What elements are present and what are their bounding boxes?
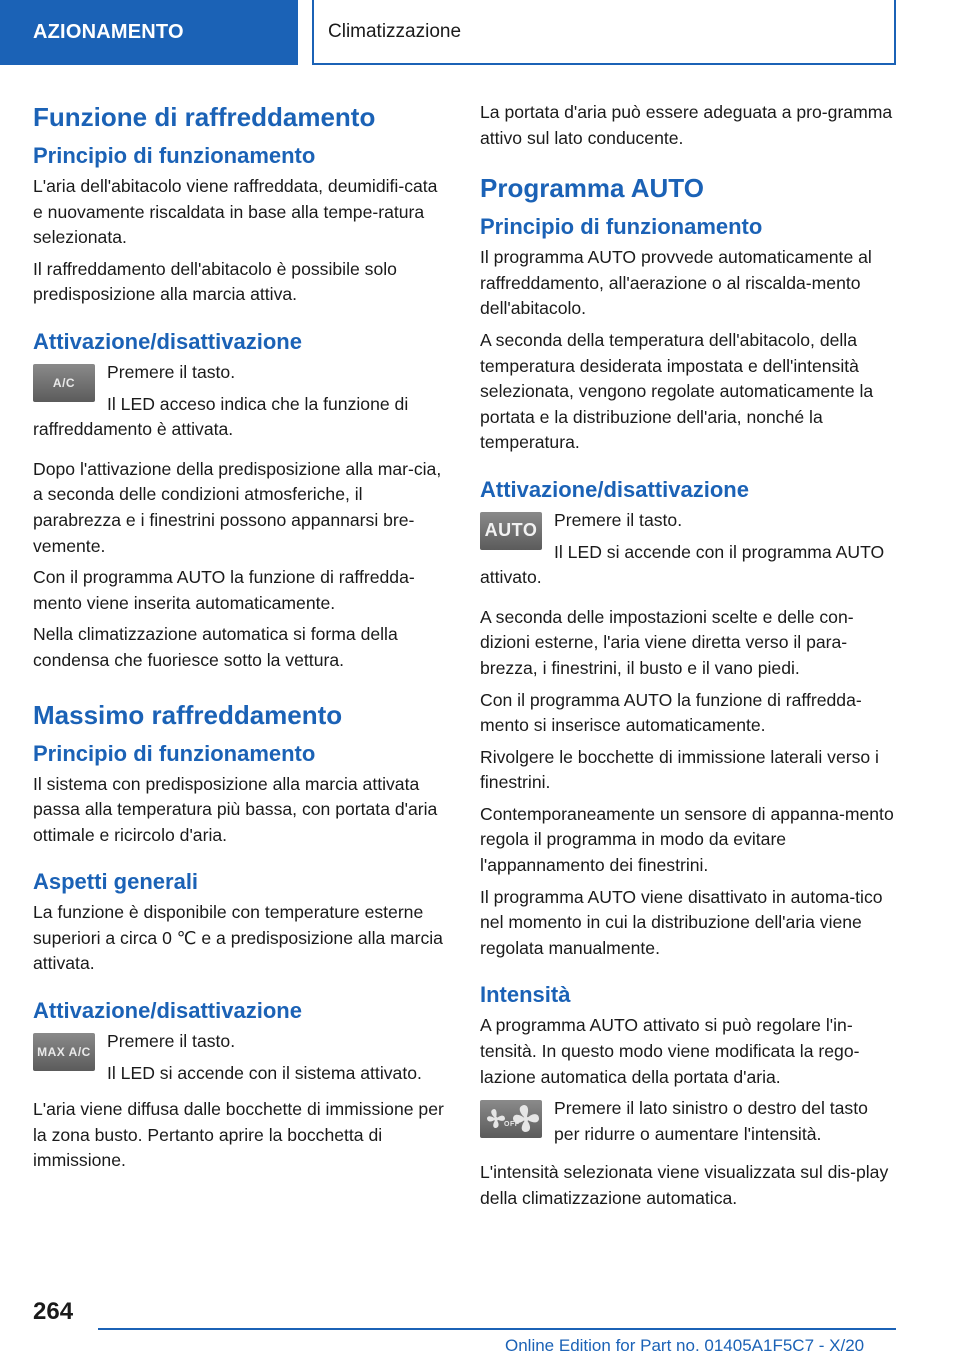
paragraph: Con il programma AUTO la funzione di raffredda-mento si inserisce automaticamente. bbox=[480, 689, 862, 736]
subheading-max-principle: Principio di funzionamento bbox=[33, 740, 316, 766]
paragraph: Premere il tasto. bbox=[107, 361, 236, 382]
heading-cooling: Funzione di raffreddamento bbox=[33, 102, 376, 132]
subheading-intensity: Intensità bbox=[480, 982, 571, 1008]
paragraph: Premere il tasto. bbox=[107, 1031, 236, 1052]
ac-button-icon: A/C bbox=[33, 364, 95, 402]
page-number: 264 bbox=[33, 1298, 74, 1325]
paragraph: A seconda della temperatura dell'abitacolo, della temperatura desiderata impostata e dell'intensità selezionata, vengono regolate automaticamente la portata e la distribuzione dell'aria, nonché la temperatura. bbox=[480, 329, 874, 453]
footer-divider bbox=[98, 1328, 896, 1330]
paragraph: Il programma AUTO provvede automaticamente al raffreddamento, all'aerazione o al riscalda-mento dell'abitacolo. bbox=[480, 247, 872, 319]
paragraph: Rivolgere le bocchette di immissione laterali verso i finestrini. bbox=[480, 746, 879, 793]
fan-button-instruction bbox=[480, 1096, 895, 1156]
paragraph: Il LED acceso indica che la funzione di raffreddamento è attivata. bbox=[33, 393, 409, 440]
paragraph: Premere il lato sinistro o destro del tasto per ridurre o aumentare l'intensità. bbox=[554, 1098, 868, 1144]
paragraph: L'intensità selezionata viene visualizzata sul dis-play della climatizzazione automatica. bbox=[480, 1162, 889, 1208]
heading-max-cooling: Massimo raffreddamento bbox=[33, 699, 343, 730]
paragraph: Premere il tasto. bbox=[554, 509, 683, 530]
ac-button-instruction bbox=[33, 360, 448, 443]
chapter-header bbox=[312, 0, 896, 65]
paragraph: L'aria dell'abitacolo viene raffreddata, deumidifi-cata e nuovamente riscaldata in base alla tempe-ratura selezionata. bbox=[33, 176, 438, 248]
edition-text: Online Edition for Part no. 01405A1F5C7 - X/20 bbox=[505, 1336, 865, 1355]
paragraph: Il programma AUTO viene disattivato in automa-tico nel momento in cui la distribuzione dell'aria viene regolata manualmente. bbox=[480, 886, 883, 958]
paragraph: A seconda delle impostazioni scelte e delle con-dizioni esterne, l'aria viene diretta verso il para-brezza, i finestrini, il busto e il vano piedi. bbox=[480, 606, 854, 678]
right-column bbox=[480, 100, 895, 1217]
paragraph: Dopo l'attivazione della predisposizione alla mar-cia, a seconda delle condizioni atmosferiche, il parabrezza e i finestrini possono appannarsi bre-vemente. bbox=[33, 458, 442, 556]
subheading-general: Aspetti generali bbox=[33, 869, 199, 895]
subheading-auto-toggle: Attivazione/disattivazione bbox=[480, 476, 749, 502]
left-column bbox=[33, 100, 448, 1180]
paragraph: Contemporaneamente un sensore di appanna-mento regola il programma in modo da evitare l'appannamento dei finestrini. bbox=[480, 803, 894, 876]
paragraph: Il LED si accende con il programma AUTO attivato. bbox=[480, 541, 885, 588]
paragraph: Il sistema con predisposizione alla marcia attivata passa alla temperatura più bassa, con portata d'aria ottimale e ricircolo d'aria. bbox=[33, 773, 438, 845]
max-ac-button-icon: MAX A/C bbox=[33, 1033, 95, 1071]
svg-text:OFF: OFF bbox=[504, 1121, 520, 1129]
auto-button-instruction bbox=[480, 508, 895, 591]
heading-auto: Programma AUTO bbox=[480, 173, 704, 204]
paragraph: La funzione è disponibile con temperature esterne superiori a circa 0 ℃ e a predisposizione alla marcia attivata. bbox=[33, 902, 443, 974]
subheading-auto-principle: Principio di funzionamento bbox=[480, 214, 763, 240]
paragraph: Con il programma AUTO la funzione di raffredda-mento viene inserita automaticamente. bbox=[33, 567, 415, 613]
subheading-cooling-toggle: Attivazione/disattivazione bbox=[33, 328, 302, 354]
paragraph: La portata d'aria può essere adeguata a pro-gramma attivo sul lato conducente. bbox=[480, 102, 893, 148]
fan-button-icon bbox=[480, 1100, 542, 1138]
auto-button-icon: AUTO bbox=[480, 512, 542, 550]
max-ac-button-instruction bbox=[33, 1029, 448, 1089]
subheading-max-toggle: Attivazione/disattivazione bbox=[33, 998, 302, 1024]
paragraph: Nella climatizzazione automatica si forma della condensa che fuoriesce sotto la vettura. bbox=[33, 624, 398, 670]
fan-icon bbox=[480, 1100, 542, 1138]
paragraph: L'aria viene diffusa dalle bocchette di immissione per la zona busto. Pertanto aprire la bocchetta di immissione. bbox=[33, 1099, 444, 1171]
chapter-title: Climatizzazione bbox=[328, 20, 462, 42]
paragraph: Il raffreddamento dell'abitacolo è possibile solo predisposizione alla marcia attiva. bbox=[33, 258, 397, 305]
section-label: AZIONAMENTO bbox=[33, 21, 184, 43]
paragraph: A programma AUTO attivato si può regolare l'in-tensità. In questo modo viene modificata la rego-lazione automatica della portata d'aria. bbox=[480, 1015, 860, 1087]
section-tab bbox=[0, 0, 298, 65]
paragraph: Il LED si accende con il sistema attivato. bbox=[107, 1062, 422, 1083]
subheading-cooling-principle: Principio di funzionamento bbox=[33, 143, 316, 168]
